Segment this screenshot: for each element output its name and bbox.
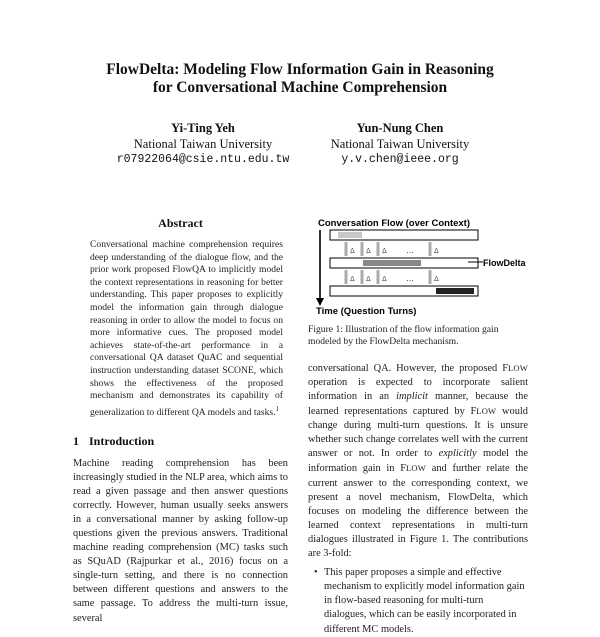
figure-side-label: FlowDelta: [483, 258, 526, 268]
figure-top-label: Conversation Flow (over Context): [318, 218, 471, 229]
author-name: Yi-Ting Yeh: [171, 121, 235, 135]
section-title: Introduction: [89, 433, 155, 448]
paper-title-line-2: for Conversational Machine Comprehension: [152, 79, 448, 96]
author-email: r07922064@csie.ntu.edu.tw: [116, 153, 290, 166]
flow-smallcaps: LOW: [406, 463, 427, 474]
text-run: and further relate the current answer to the corresponding context, we present a novel mechanism, FlowDelta, which focuses on modeling the difference between the learned context representations in multi-turn dialogues illustrated in Figure 1. The contributions are 3-fold:: [308, 463, 528, 560]
flow-smallcaps: LOW: [508, 362, 528, 373]
footnote-mark: 1: [275, 404, 280, 413]
left-column: [73, 216, 288, 626]
author-block-1: [93, 120, 313, 168]
introduction-paragraph: Machine reading comprehension has been increasingly studied in the NLP area, which aims to read a given passage and then answer questions correctly. However, human usually seeks answers in a conversational manner by asking follow-up questions given the previous answers. Traditional machine reading comprehension (MC) tasks such as SQuAD (Rajpurkar et al., 2016) focus on a single-turn setting, and there is no connection between different questions and answers to the same passage. To address the multi-turn issue, several: [73, 457, 288, 624]
delta-label: Δ: [434, 275, 439, 283]
emphasis-implicit: implicit: [396, 391, 428, 402]
bullet-dot-icon: •: [314, 567, 318, 579]
author-name: Yun-Nung Chen: [356, 121, 444, 135]
text-run: manner, because the learned representations captured by F: [308, 391, 528, 418]
section-number: 1: [73, 433, 79, 448]
contribution-bullet-1: [308, 566, 528, 636]
figure-caption: Figure 1: Illustration of the flow information gain modeled by the FlowDelta mechanism.: [308, 324, 499, 348]
author-block-2: [290, 120, 510, 168]
delta-label: Δ: [350, 275, 355, 283]
emphasis-explicitly: explicitly: [438, 448, 477, 460]
author-affiliation: National Taiwan University: [133, 137, 273, 151]
author-email: y.v.chen@ieee.org: [341, 153, 459, 166]
right-paragraph: [308, 361, 528, 561]
paper-title-line-1: FlowDelta: Modeling Flow Information Gain in Reasoning: [106, 61, 494, 78]
bullet-text: This paper proposes a simple and effective mechanism to explicitly model information gain in flow-based reasoning for multi-turn dialogues, which can be easily incorporated in different MC models.: [324, 567, 525, 635]
delta-label: Δ: [366, 247, 371, 255]
text-run: model the information gain in F: [308, 448, 528, 475]
delta-label: Δ: [366, 275, 371, 283]
author-affiliation: National Taiwan University: [330, 137, 470, 151]
abstract-body: [90, 239, 283, 420]
text-run: operation is expected to incorporate salient information in an: [308, 376, 528, 402]
delta-label: Δ: [434, 247, 439, 255]
right-column: [308, 216, 528, 637]
dots-label: …: [406, 246, 414, 255]
delta-label: Δ: [382, 275, 387, 283]
figure-bottom-label: Time (Question Turns): [316, 306, 417, 316]
section-heading-introduction: [73, 434, 288, 449]
delta-label: Δ: [350, 247, 355, 255]
text-run: conversational QA. However, the proposed F: [308, 362, 508, 374]
text-run: would change during multi-turn questions. It is unsure whether such change correlates well with the current answer or not. In order to: [308, 406, 528, 460]
dots-label: …: [406, 274, 414, 283]
abstract-heading: Abstract: [158, 216, 203, 230]
flow-smallcaps: LOW: [476, 406, 497, 417]
delta-label: Δ: [382, 247, 387, 255]
abstract-text: Conversational machine comprehension requires deep understanding of the dialogue flow, and the prior work proposed FlowQA to implicitly model the context representations in reasoning for better understanding. This paper proposes to explicitly model the information gain through dialogue reasoning in order to allow the model to focus on more informative cues. The proposed model achieves state-of-the-art performance in a conversational QA dataset QuAC and sequential instruction understanding dataset SCONE, which shows the effectiveness of the proposed mechanism and demonstrates its capability of generalization to different QA models and tasks.: [90, 239, 283, 418]
